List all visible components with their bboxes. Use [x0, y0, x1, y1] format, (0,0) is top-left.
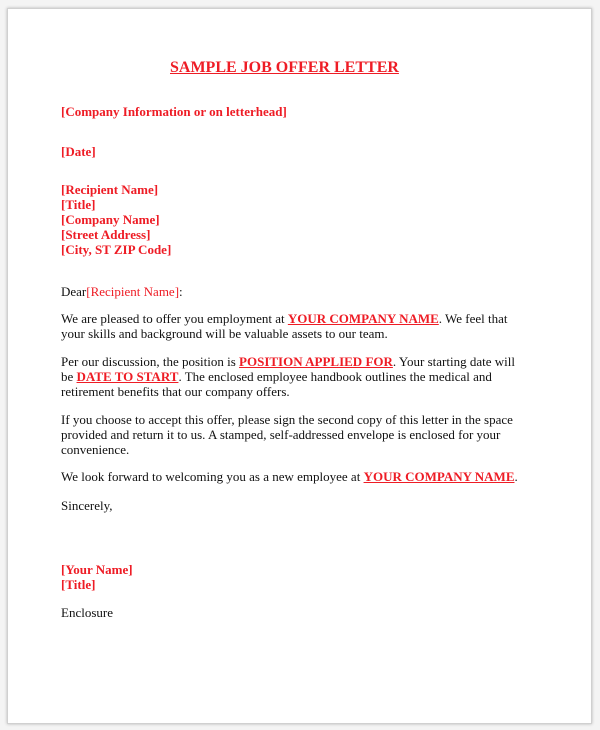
p2-l2-after: . The enclosed employee handbook outlines the medical and [178, 369, 492, 384]
recipient-city: [City, ST ZIP Code] [61, 242, 172, 257]
letter-title: SAMPLE JOB OFFER LETTER [170, 59, 399, 76]
enclosure-note: Enclosure [61, 605, 113, 620]
company-info-placeholder: [Company Information or on letterhead] [61, 104, 287, 119]
signature-name: [Your Name] [61, 562, 133, 577]
position-placeholder: POSITION APPLIED FOR [239, 354, 393, 369]
p1-text-after: . We feel that [438, 311, 508, 326]
p2-l2-before: be [61, 369, 77, 384]
paragraph-2-line-2 [61, 369, 492, 384]
document-page [7, 8, 592, 724]
paragraph-3-line-3: convenience. [61, 442, 130, 457]
paragraph-1-line-2: your skills and background will be valuable assets to our team. [61, 326, 388, 341]
p2-text-after: . Your starting date will [392, 354, 515, 369]
recipient-street: [Street Address] [61, 227, 151, 242]
paragraph-2-line-3: retirement benefits that our company offers. [61, 384, 290, 399]
paragraph-2-line-1 [61, 354, 515, 369]
recipient-title: [Title] [61, 197, 96, 212]
paragraph-4 [61, 469, 518, 484]
company-name-placeholder: YOUR COMPANY NAME [287, 311, 439, 326]
paragraph-3-line-2: provided and return it to us. A stamped, self-addressed envelope is enclosed for your [61, 427, 501, 442]
p1-text-before: We are pleased to offer you employment at [61, 311, 288, 326]
recipient-company: [Company Name] [61, 212, 160, 227]
salutation-suffix: : [179, 284, 183, 299]
salutation-name: [Recipient Name] [86, 284, 180, 299]
paragraph-1-line-1 [61, 311, 508, 326]
salutation-prefix: Dear [61, 284, 87, 299]
p4-text-before: We look forward to welcoming you as a new employee at [61, 469, 364, 484]
date-placeholder: [Date] [61, 144, 96, 159]
recipient-name: [Recipient Name] [61, 182, 159, 197]
p2-text-before: Per our discussion, the position is [61, 354, 240, 369]
company-name-placeholder-2: YOUR COMPANY NAME [363, 469, 515, 484]
closing: Sincerely, [61, 498, 113, 513]
start-date-placeholder: DATE TO START [76, 369, 179, 384]
paragraph-3-line-1: If you choose to accept this offer, please sign the second copy of this letter in the space [61, 412, 513, 427]
salutation [61, 284, 183, 299]
signature-title: [Title] [61, 577, 96, 592]
p4-text-after: . [514, 469, 518, 484]
